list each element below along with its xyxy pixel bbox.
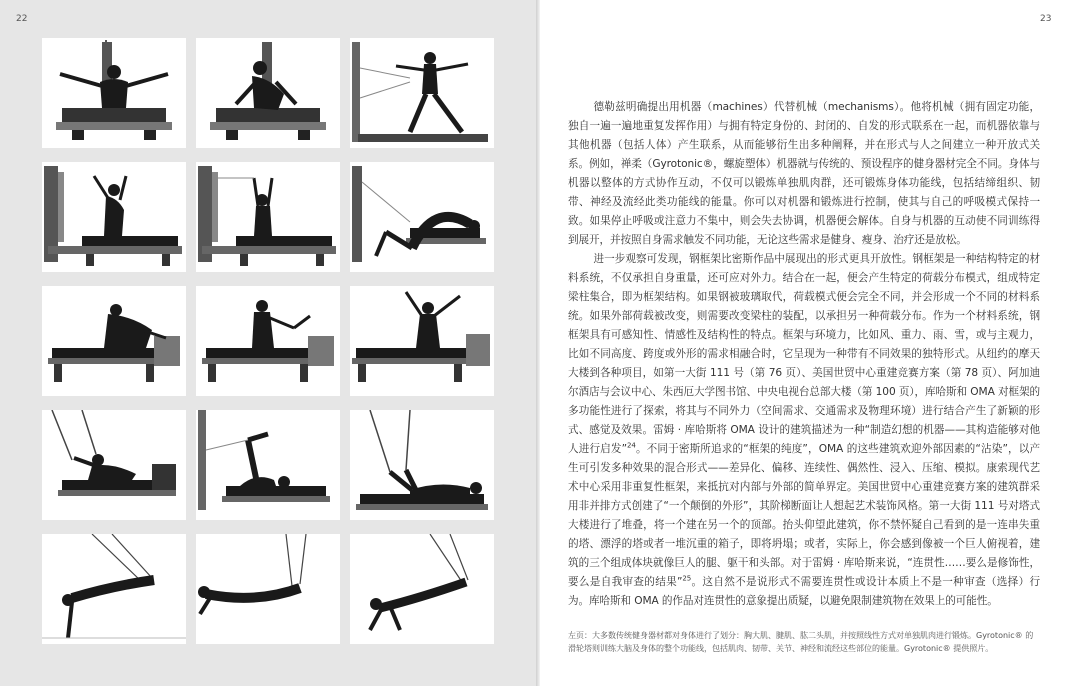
body-text — [568, 98, 1040, 611]
exercise-photo — [350, 38, 494, 148]
photo-tower-seated-twist — [42, 162, 186, 272]
paragraph-2 — [568, 250, 1040, 611]
footnote-ref-24: 24 — [627, 441, 636, 450]
paragraph-1: 德勒兹明确提出用机器（machines）代替机械（mechanisms）。他将机械（拥有固定功能，独自一遍一遍地重复发挥作用）与拥有特定身份的、封闭的、自发的形式联系在一起，而机器依靠与其他机器（包括人体）产生联系，从而能够衍生出多种阐释，并在形式与人之间建立一种开放式关系。例如，禅柔（Gyrotonic®，螺旋塑体）机器就与传统的、预设程序的健身器材完全不同。身体与机器以整体的方式协作互动，不仅可以锻炼单独肌肉群，还可锻炼身体功能线，包括结缔组织、韧带、神经及流经此类功能线的能量。你可以对机器和锻炼进行控制，使其与自己的呼吸模式保持一致。如果停止呼吸或注意力不集中，则会失去协调，机器便会解体。自身与机器的互动使不同训练得到展开，并按照自身需求触发不同功能，无论这些需求是健身、瘦身、治疗还是放松。 — [568, 101, 1040, 246]
photo-straps-plank — [350, 534, 494, 644]
exercise-photo-grid — [42, 38, 494, 644]
photo-bench-side-stretch — [42, 410, 186, 520]
photo-tower-bridge — [350, 162, 494, 272]
exercise-photo — [350, 286, 494, 396]
exercise-photo — [42, 286, 186, 396]
photo-bench-kneel-arms-up — [350, 286, 494, 396]
exercise-photo — [196, 162, 340, 272]
photo-tower-lunge — [350, 38, 494, 148]
photo-bench-arms-bent — [196, 286, 340, 396]
page-number-right: 23 — [1040, 14, 1052, 24]
exercise-photo — [42, 534, 186, 644]
footnote-ref-25: 25 — [682, 574, 692, 583]
exercise-photo — [350, 534, 494, 644]
exercise-photo — [350, 162, 494, 272]
exercise-photo — [196, 38, 340, 148]
photo-rotator-back-arch — [196, 38, 340, 148]
photo-straps-superman — [196, 534, 340, 644]
page-number-left: 22 — [16, 14, 28, 24]
photo-bench-forward-reach — [42, 286, 186, 396]
paragraph-2-part-b: 。不同于密斯所追求的“框架的纯度”，OMA 的这些建筑欢迎外部因素的“沾染”，以产生可引发多种效果的混合形式——差异化、偏移、连续性、偶然性、浸入、压缩、模拟。康索现代艺术中心采用非重复性框架，来抵抗对内部与外部的简单界定。美国世贸中心重建竞赛方案的建筑群采用非并排方式创建了“一个颠倒的外形”，其阶梯断面让人想起艺术装饰风格。第一大街 111 号对塔式大楼进行了堆叠，将一个建在另一个的顶部。抬头仰望此建筑，你不禁怀疑自己看到的是一连串失重的塔、漂浮的塔或者一堆沉重的箱子，即将坍塌；或者，实际上，你会感到像被一个巨人俯视着，建筑的三个组成体块就像巨人的腿、躯干和头部。对于雷姆 · 库哈斯来说，“连贯性……要么是修饰性，要么是自我审查的结果” — [568, 443, 1040, 588]
exercise-photo — [196, 410, 340, 520]
photo-bench-legs-in-straps — [350, 410, 494, 520]
photo-rotator-arms-extended — [42, 38, 186, 148]
photo-bench-legs-raised — [196, 410, 340, 520]
paragraph-2-part-c: 。这自然不是说形式不需要连贯性或设计本质上不是一种审查（选择）行为。库哈斯和 OMA 的作品对连贯性的意象提出质疑，以避免限制建筑物在效果上的可能性。 — [568, 576, 1040, 607]
exercise-photo — [42, 162, 186, 272]
figure-caption: 左页：大多数传统健身器材都对身体进行了划分：胸大肌、腱肌、肱二头肌，并按照线性方式对单独肌肉进行锻炼。Gyrotonic® 的滑轮塔则训练大脑及身体的整个功能线，包括肌肉、韧带、关节、神经和流经这些部位的能量。Gyrotonic® 提供照片。 — [568, 631, 1034, 653]
exercise-photo — [42, 410, 186, 520]
exercise-photo — [196, 534, 340, 644]
exercise-photo — [196, 286, 340, 396]
right-page — [540, 0, 1071, 686]
exercise-photo — [42, 38, 186, 148]
exercise-photo — [350, 410, 494, 520]
photo-straps-prone-support — [42, 534, 186, 644]
photo-tower-arms-overhead — [196, 162, 340, 272]
paragraph-2-part-a: 进一步观察可发现，钢框架比密斯作品中展现出的形式更具开放性。钢框架是一种结构特定的材料系统，不仅承担自身重量，还可应对外力。结合在一起，便会产生特定的荷载分布模式，组成特定梁柱集合，即为框架结构。如果钢被玻璃取代，荷载模式便会完全不同，并会形成一个不同的材料系统。如果外部荷载被改变，则需要改变梁柱的装配，以承担另一种荷载分布。作为一个材料系统，钢框架具有可感知性、情感性及结构性的特点。框架与环境力，比如风、重力、雨、雪，或与主观力，比如不同高度、跨度或外形的需求相融合时，它呈现为一种带有不同效果的独特形式。从纽约的摩天大楼到各种项目，如第一大街 111 号（第 76 页）、美国世贸中心重建竞赛方案（第 78 页）、阿加迪尔酒店与会议中心、朱西厄大学图书馆、中央电视台总部大楼（第 100 页），库哈斯和 OMA 对框架的多功能性进行了探索，将其与不同外力（空间需求、交通需求及物理环境）进行结合产生了新颖的形式、感觉及效果。雷姆 · 库哈斯将 OMA 设计的建筑描述为一种“制造幻想的机器——其构造能够对他人进行启发” — [568, 253, 1040, 455]
